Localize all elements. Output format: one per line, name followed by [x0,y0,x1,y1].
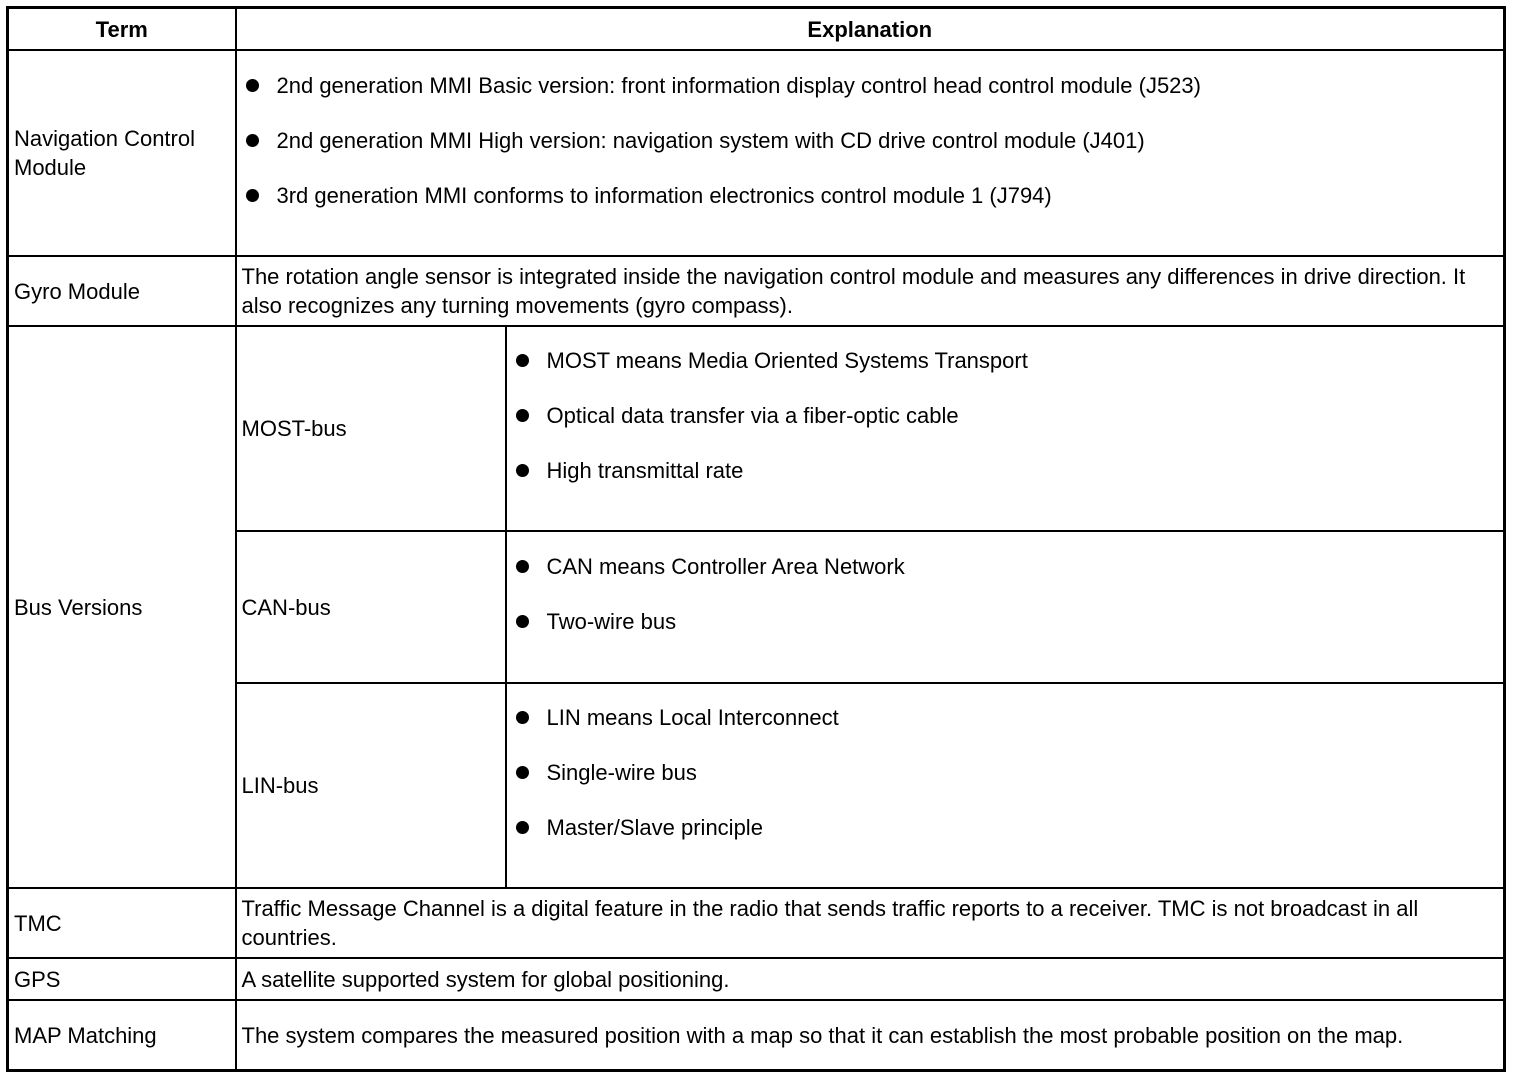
bullet-list [242,71,1499,236]
explanation-cell: The system compares the measured position with a map so that it can establish the most probable position on the map. [236,1000,1505,1071]
list-item [512,552,1499,607]
list-item-text: LIN means Local Interconnect [546,705,839,730]
list-item-text: 2nd generation MMI High version: navigation system with CD drive control module (J401) [276,127,1145,153]
bullet-icon [516,464,529,477]
bus-name-cell: MOST-bus [236,326,506,531]
list-item [242,126,1499,181]
glossary-table [6,6,1506,1072]
bullet-icon [516,711,529,724]
bullet-list [512,703,1499,868]
bullet-list [512,552,1499,662]
list-item-text: 2nd generation MMI Basic version: front information display control head control module (J523) [276,72,1201,98]
term-cell: Gyro Module [8,256,236,326]
list-item [242,181,1499,236]
list-item [512,346,1499,401]
term-cell: Bus Versions [8,326,236,888]
header-term: Term [8,8,236,51]
term-cell: GPS [8,958,236,1000]
bus-name-cell: CAN-bus [236,531,506,683]
list-item-text: Two-wire bus [546,609,677,634]
bullet-icon [516,766,529,779]
explanation-cell: Traffic Message Channel is a digital feature in the radio that sends traffic reports to a receiver. TMC is not broadcast in all countries. [236,888,1505,958]
explanation-cell [236,50,1505,256]
term-cell: Navigation Control Module [8,50,236,256]
list-item-text: High transmittal rate [546,458,744,483]
term-cell: TMC [8,888,236,958]
header-explanation: Explanation [236,8,1505,51]
list-item [512,758,1499,813]
list-item-text: MOST means Media Oriented Systems Transport [546,348,1028,373]
list-item-text: Master/Slave principle [546,815,763,840]
bullet-icon [516,560,529,573]
explanation-cell [506,683,1505,888]
explanation-cell [506,326,1505,531]
list-item-text: Optical data transfer via a fiber-optic cable [546,403,959,428]
list-item [242,71,1499,126]
bus-name-cell: LIN-bus [236,683,506,888]
term-cell: MAP Matching [8,1000,236,1071]
bullet-icon [516,821,529,834]
list-item [512,703,1499,758]
list-item [512,456,1499,511]
list-item [512,607,1499,662]
bullet-icon [516,615,529,628]
list-item [512,401,1499,456]
table-row-tmc [8,888,1505,958]
bullet-list [512,346,1499,511]
list-item-text: 3rd generation MMI conforms to information electronics control module 1 (J794) [276,182,1052,208]
bullet-icon [516,354,529,367]
header-row [8,8,1505,51]
list-item [512,813,1499,868]
explanation-cell: The rotation angle sensor is integrated inside the navigation control module and measures any differences in drive direction. It also recognizes any turning movements (gyro compass). [236,256,1505,326]
list-item-text: CAN means Controller Area Network [546,554,905,579]
explanation-cell: A satellite supported system for global positioning. [236,958,1505,1000]
bullet-icon [246,189,259,202]
explanation-cell [506,531,1505,683]
bullet-icon [246,134,259,147]
table-row-navigation-control-module [8,50,1505,256]
table-row-gps [8,958,1505,1000]
bullet-icon [516,409,529,422]
table-row-bus-most [8,326,1505,531]
table-row-map-matching [8,1000,1505,1071]
list-item-text: Single-wire bus [546,760,697,785]
table-row-gyro-module [8,256,1505,326]
bullet-icon [246,79,259,92]
